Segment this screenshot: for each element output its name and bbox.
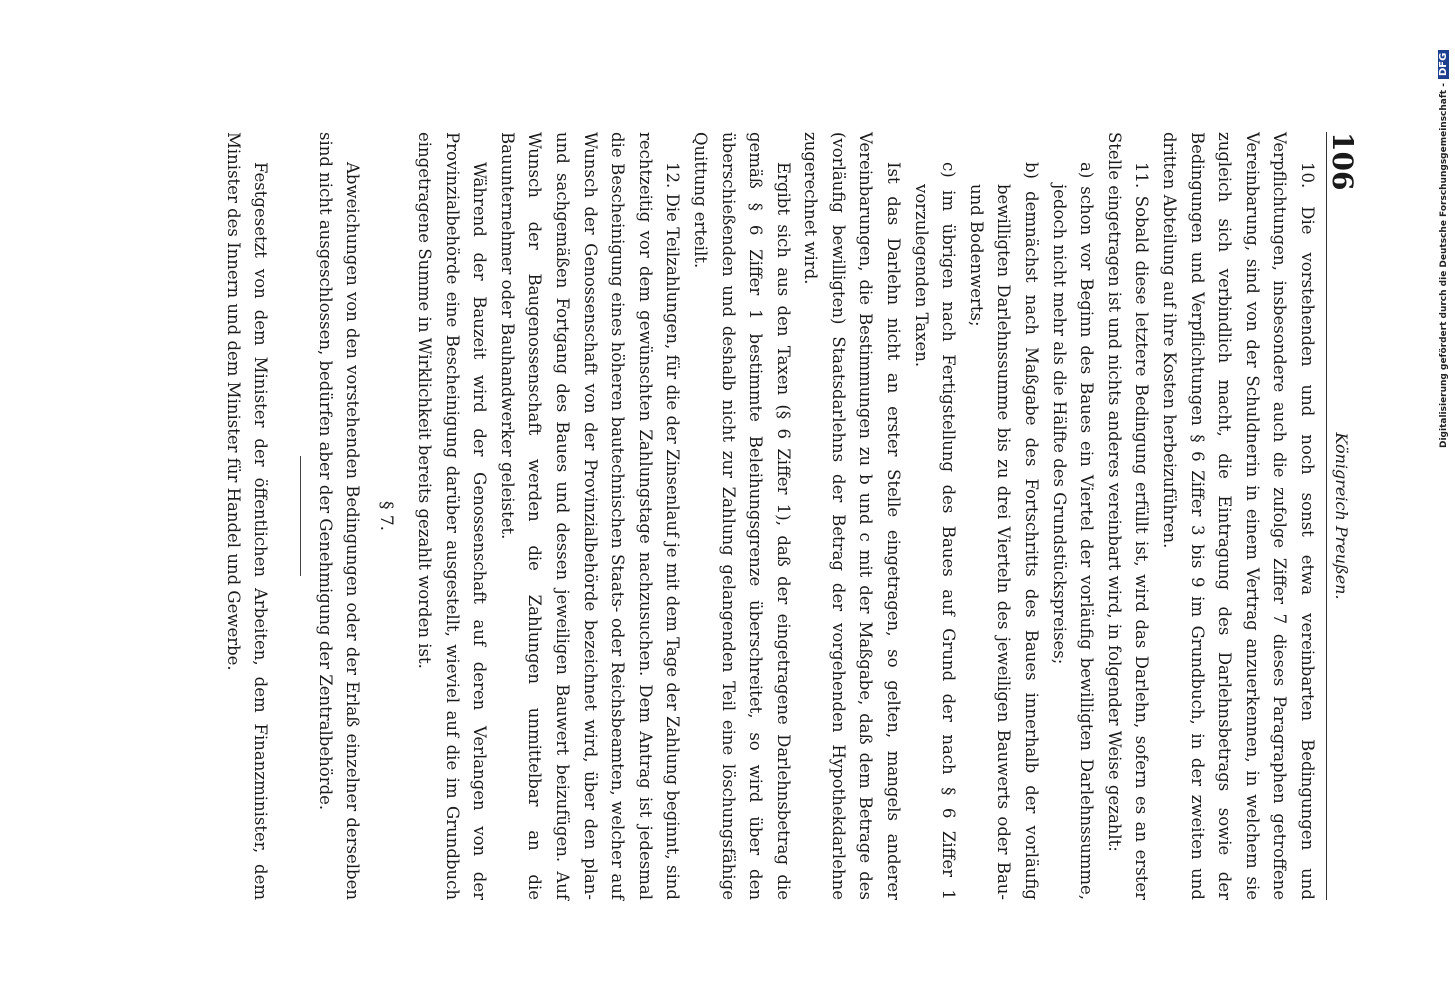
paragraph-10: 10. Die vorstehenden und noch sonst etwa vereinbarten Bedingungen und Verpflichtungen, insbesondere auch die zufolge Ziffer 7 dieses Paragraphen getroffene Vereinbarung, sind von der Schuldnerin in einem Vertrag anzuerkennen, in welchem sie zugleich sich verbindlich macht, die Eintragung des Darlehnsbetrags sowie der Bedingungen und Verpflichtungen § 6 Ziffer 3 bis 9 im Grundbuch, in der zweiten und dritten Abteilung auf ihre Kosten herbeizuführen. <box>1160 132 1317 900</box>
digitization-note-label: Digitalisierung gefördert durch die Deutsche Forschungsgemeinschaft - <box>1439 83 1449 448</box>
running-title: Königreich Preußen. <box>1332 432 1351 600</box>
paragraph-ergibt: Ergibt sich aus den Taxen (§ 6 Ziffer 1), daß der eingetragene Darlehnsbetrag die gemäß § 6 Ziffer 1 bestimmte Beleihungsgrenze überschreitet, so wird über den überschießenden und deshalb nicht zur Zahlung gelangenden Teil eine löschungsfähige Quittung erteilt. <box>690 132 793 900</box>
list-item-b: b) demnächst nach Maßgabe des Fortschritts des Baues innerhalb der vorläufig bewilligten Darlehnssumme bis zu drei Vierteln des jeweiligen Bauwerts oder Bau- und Bodenwerts; <box>966 162 1042 900</box>
paragraph-ist: Ist das Darlehn nicht an erster Stelle eingetragen, so gelten, mangels anderer Vereinbarungen, die Bestimmungen zu b und c mit der Maßgabe, daß dem Betrage des (vorläufig bewilligten) Staatsdarlehns der Betrag der vorgehenden Hypothekdarlehne zugerechnet wird. <box>801 132 904 900</box>
header-rule <box>1326 132 1327 900</box>
paragraph-festgesetzt: Festgesetzt von dem Minister der öffentlichen Arbeiten, dem Finanzminister, dem Minister des Innern und dem Minister für Handel und Gewerbe. <box>223 132 271 900</box>
digitization-note <box>1436 8 1454 993</box>
paragraph-11: 11. Sobald diese letztere Bedingung erfüllt ist, wird das Darlehn, sofern es an erster Stelle eingetragen ist und nichts anderes vereinbart wird, in folgender Weise gezahlt: <box>1104 132 1152 900</box>
digitization-note-text <box>1438 8 1449 448</box>
paragraph-12: 12. Die Teilzahlungen, für die der Zinsenlauf je mit dem Tage der Zahlung beginnt, sind rechtzeitig vor dem gewünschten Zahlungstage nachzusuchen. Dem Antrag ist jedesmal die Bescheinigung eines höheren bautechnischen Staats- oder Reichsbeamten, welcher auf Wunsch der Genossenschaft von der Provinzialbehörde bezeichnet wird, über den plan- und sachgemäßen Fortgang des Baues und dessen jeweiligen Bauwert beizufügen. Auf Wunsch der Baugenossenschaft werden die Zahlungen unmittelbar an die Bauunternehmer oder Bauhandwerker geleistet. <box>497 132 683 900</box>
paragraph-waehrend: Während der Bauzeit wird der Genossenschaft auf deren Verlangen von der Provinzialbehörde eine Bescheinigung darüber ausgestellt, wieviel auf die im Grundbuch eingetragene Summe in Wirklichkeit bereits gezahlt worden ist. <box>415 132 490 900</box>
list-item-a: a) schon vor Beginn des Baues ein Viertel der vorläufig bewilligten Darlehnssumme, jedoch nicht mehr als die Hälfte des Grundstückspreises; <box>1049 162 1097 900</box>
page-header <box>1319 132 1359 900</box>
dfg-logo: DFG <box>1438 50 1449 79</box>
document-page <box>135 0 1455 1000</box>
section-heading: § 7. <box>376 500 397 532</box>
section-rule <box>300 456 301 576</box>
list-item-c: c) im übrigen nach Fertigstellung des Baues auf Grund der nach § 6 Ziffer 1 vorzulegenden Taxen. <box>911 162 959 900</box>
paragraph-abweichungen: Abweichungen von den vorstehenden Bedingungen oder der Erlaß einzelner derselben sind nicht ausgeschlossen, bedürfen aber der Genehmigung der Zentralbehörde. <box>315 132 363 900</box>
page-number: 106 <box>1326 132 1359 191</box>
body-column <box>219 132 1321 900</box>
